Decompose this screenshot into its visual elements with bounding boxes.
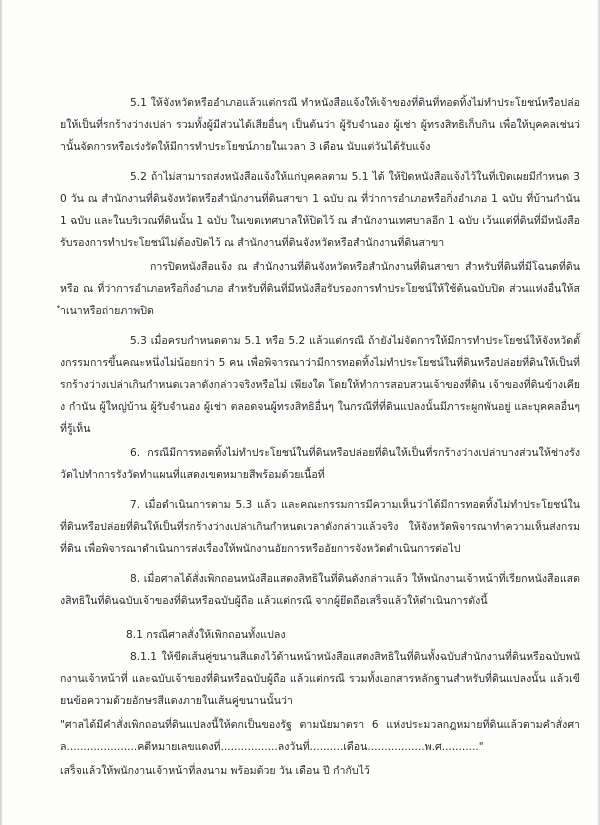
paragraph-5-1: 5.1 ให้จังหวัดหรืออำเภอแล้วแต่กรณี ทำหนังสือแจ้งให้เจ้าของที่ดินที่ทอดทิ้งไม่ทำประโยชน์หรือปล่อยให้เป็นที่รกร้างว่างเปล่า รวมทั้งผู้มีส่วนได้เสียอื่นๆ เป็นต้นว่า ผู้รับจำนอง ผู้เช่า ผู้ทรงสิทธิเก็บกิน เพื่อให้บุคคลเช่นว่านั้นจัดการหรือเร่งรัดให้มีการทำประโยชน์ภายในเวลา 3 เดือน นับแต่วันได้รับแจ้ง: [60, 97, 580, 153]
paragraph-8-1-1-closing: เสร็จแล้วให้พนักงานเจ้าหน้าที่ลงนาม พร้อมด้วย วัน เดือน ปี กำกับไว้: [60, 765, 370, 777]
scan-edge-left: [0, 0, 3, 825]
paragraph-8: 8. เมื่อศาลได้สั่งเพิกถอนหนังสือแสดงสิทธิในที่ดินดังกล่าวแล้ว ให้พนักงานเจ้าหน้าที่เรียกหนังสือแสดงสิทธิในที่ดินฉบับเจ้าของที่ดินหรือฉบับผู้ถือ แล้วแต่กรณี จากผู้ยึดถือเสร็จแล้วให้ดำเนินการดังนี้: [60, 573, 580, 607]
paragraph-5-3: 5.3 เมื่อครบกำหนดตาม 5.1 หรือ 5.2 แล้วแต่กรณี ถ้ายังไม่จัดการให้มีการทำประโยชน์ให้จังหวัดตั้งกรรมการขึ้นคณะหนึ่งไม่น้อยกว่า 5 คน เพื่อพิจารณาว่ามีการทอดทิ้งไม่ทำประโยชน์ในที่ดินหรือปล่อยที่ดินให้เป็นที่รกร้างว่างเปล่าเกินกำหนดเวลาดังกล่าวจริงหรือไม่ เพียงใด โดยให้ทำการสอบสวนเจ้าของที่ดิน เจ้าของที่ดินข้างเคียง กำนัน ผู้ใหญ่บ้าน ผู้รับจำนอง ผู้เช่า ตลอดจนผู้ทรงสิทธิอื่นๆ ในกรณีที่ที่ดินแปลงนั้นมีภาระผูกพันอยู่ และบุคคลอื่นๆ ที่รู้เห็น: [60, 335, 580, 435]
paragraph-7: 7. เมื่อดำเนินการตาม 5.3 แล้ว และคณะกรรมการมีความเห็นว่าได้มีการทอดทิ้งไม่ทำประโยชน์ในที่ดินหรือปล่อยที่ดินให้เป็นที่รกร้างว่างเปล่าเกินกำหนดเวลาดังกล่าวแล้วจริง ให้จังหวัดพิจารณาทำความเห็นส่งกรมที่ดิน เพื่อพิจารณาดำเนินการส่งเรื่องให้พนักงานอัยการหรืออัยการจังหวัดดำเนินการต่อไป: [60, 499, 580, 555]
paragraph-5-2: 5.2 ถ้าไม่สามารถส่งหนังสือแจ้งให้แก่บุคคลตาม 5.1 ได้ ให้ปิดหนังสือแจ้งไว้ในที่เปิดเผยมีกำหนด 30 วัน ณ สำนักงานที่ดินจังหวัดหรือสำนักงานที่ดินสาขา 1 ฉบับ ณ ที่ว่าการอำเภอหรือกิ่งอำเภอ 1 ฉบับ ที่บ้านกำนัน 1 ฉบับ และในบริเวณที่ดินนั้น 1 ฉบับ ในเขตเทศบาลให้ปิดไว้ ณ สำนักงานเทศบาลอีก 1 ฉบับ เว้นแต่ที่ดินที่มีหนังสือรับรองการทำประโยชน์ไม่ต้องปิดไว้ ณ สำนักงานที่ดินจังหวัดหรือสำนักงานที่ดินสาขา: [60, 171, 580, 249]
paragraph-8-1-1: 8.1.1 ให้ขีดเส้นคู่ขนานสีแดงไว้ด้านหน้าหนังสือแสดงสิทธิในที่ดินทั้งฉบับสำนักงานที่ดินหรือฉบับพนักงานเจ้าหน้าที่ และฉบับเจ้าของที่ดินหรือฉบับผู้ถือ แล้วแต่กรณี รวมทั้งเอกสารหลักฐานสำหรับที่ดินแปลงนั้น แล้วเขียนข้อความด้วยอักษรสีแดงภายในเส้นคู่ขนานนั้นว่า: [60, 651, 580, 707]
heading-8-1: 8.1 กรณีศาลสั่งให้เพิกถอนทั้งแปลง: [126, 629, 286, 641]
document-body: [60, 92, 580, 784]
paragraph-6: 6. กรณีมีการทอดทิ้งไม่ทำประโยชน์ในที่ดินหรือปล่อยที่ดินให้เป็นที่รกร้างว่างเปล่าบางส่วนให้ช่างรังวัดไปทำการรังวัดทำแผนที่แสดงเขตหมายสีพร้อมด้วยเนื้อที่: [60, 447, 580, 481]
paragraph-5-2-posting: การปิดหนังสือแจ้ง ณ สำนักงานที่ดินจังหวัดหรือสำนักงานที่ดินสาขา สำหรับที่ดินที่มีโฉนดที่ดิน หรือ ณ ที่ว่าการอำเภอหรือกิ่งอำเภอ สำหรับที่ดินที่มีหนังสือรับรองการทำประโยชน์ให้ใช้ต้นฉบับปิด ส่วนแห่งอื่นให้สำเนาหรือถ่ายภาพปิด: [60, 261, 580, 317]
paragraph-8-1-1-quote: "ศาลได้มีคำสั่งเพิกถอนที่ดินแปลงนี้ให้ตกเป็นของรัฐ ตามนัยมาตรา 6 แห่งประมวลกฎหมายที่ดินแล้วตามคำสั่งศาล.....................คดีหมายเลขแดงที่.................ลงวันที่..........เดือน.................พ.ศ...........": [60, 719, 580, 753]
